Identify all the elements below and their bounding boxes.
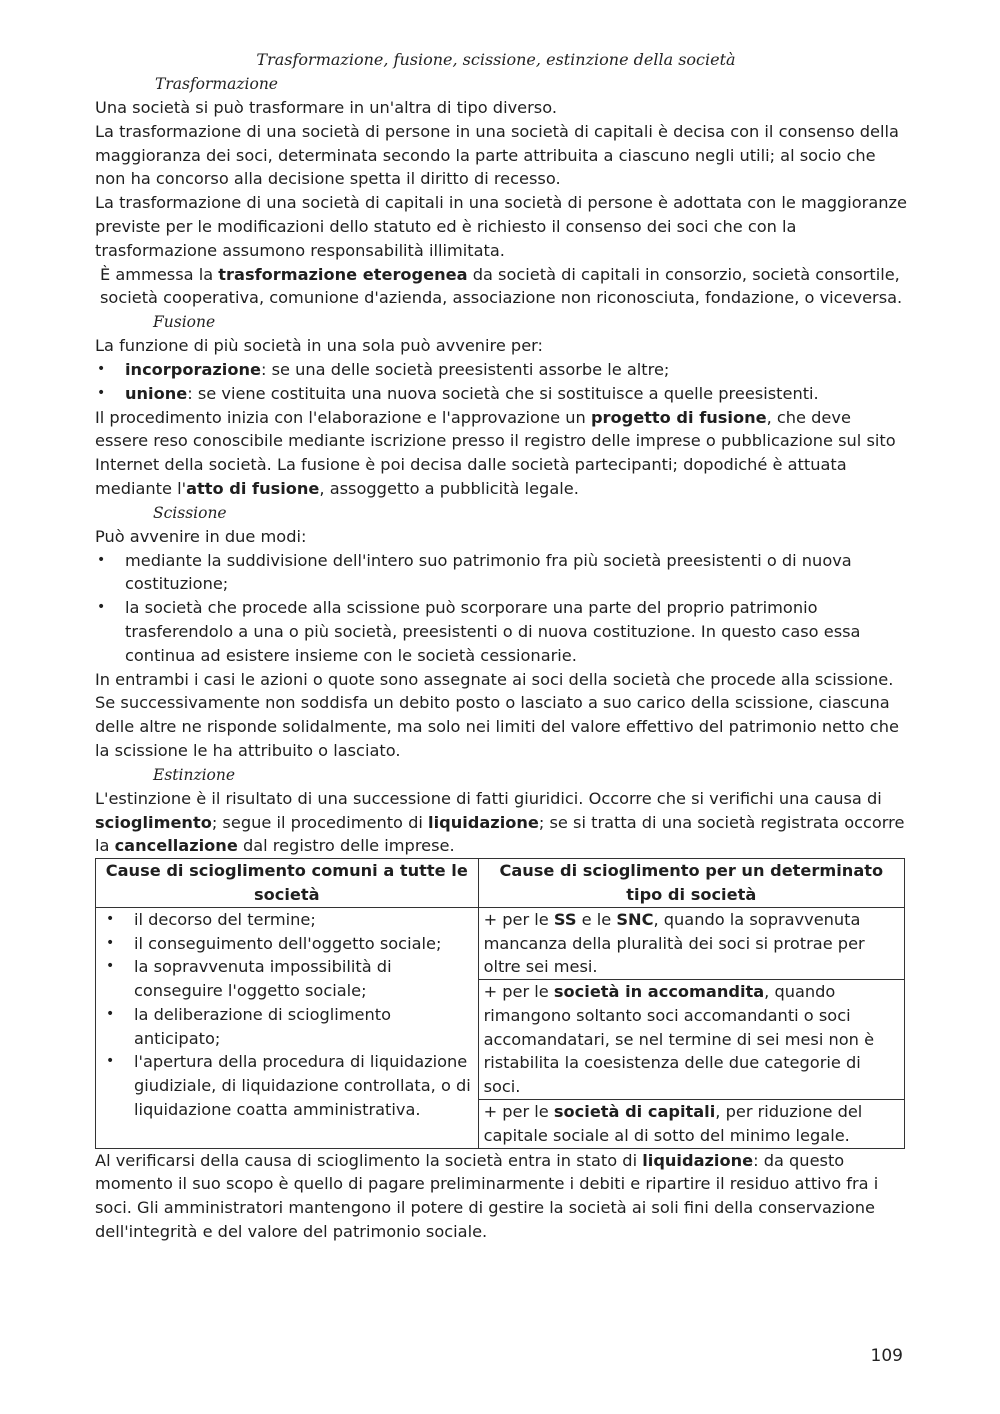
list-item [95,382,907,406]
text-span: da società di capitali in consorzio, società consortile, società cooperativa, comunione d'azienda, associazione non riconosciuta, fondazione, o viceversa. [100,264,903,308]
list-item: • la sopravvenuta impossibilità di conseguire l'oggetto sociale; [101,955,473,1003]
causes-table [95,858,905,1149]
table-header-row [96,859,905,908]
bold-term: scioglimento [95,812,212,832]
bold-term: SS [553,909,577,929]
bold-term: SNC [616,909,654,929]
list-item: • mediante la suddivisione dell'intero suo patrimonio fra più società preesistenti o di nuova costituzione; [95,549,907,597]
text-span: : se viene costituita una nuova società che si sostituisce a quelle preesistenti. [187,383,819,403]
heading-scissione: Scissione [153,503,227,522]
fusione-list [95,358,907,406]
paragraph: La trasformazione di una società di capitali in una società di persone è adottata con le maggioranze previste per le modificazioni dello statuto ed è richiesto il consenso dei soci che con la trasformazione assumono responsabilità illimitata. [95,193,907,260]
table-cell-capitali [478,1100,904,1149]
paragraph: In entrambi i casi le azioni o quote sono assegnate ai soci della società che procede alla scissione. Se successivamente non soddisfa un debito posto o lasciato a suo carico della scissione, ciascuna delle altre ne risponde solidalmente, ma solo nei limiti del valore effettivo del patrimonio netto che la scissione le ha attribuito o lasciato. [95,669,899,760]
section-trasformazione [95,72,907,310]
bold-term: cancellazione [114,836,238,856]
text-span: Al verificarsi della causa di scioglimento la società entra in stato di [95,1150,643,1170]
text-span: ; segue il procedimento di [211,812,429,832]
page-title: Trasformazione, fusione, scissione, estinzione della società [256,50,736,69]
text-span: Il procedimento inizia con l'elaborazione e l'approvazione un [95,407,591,427]
text-span: dal registro delle imprese. [237,836,455,856]
text-span: + per le [483,982,554,1002]
bold-term: trasformazione eterogenea [218,264,468,284]
paragraph [95,263,907,311]
text-span: L'estinzione è il risultato di una successione di fatti giuridici. Occorre che si verifichi una causa di [95,788,882,808]
bold-term: unione [125,383,188,403]
bold-term: progetto di fusione [590,407,767,427]
paragraph: Può avvenire in due modi: [95,526,307,546]
scissione-list [95,549,907,668]
bold-term: incorporazione [125,359,261,379]
section-fusione [95,310,907,501]
text-span: ; se si tratta di una società registrata occorre la [95,812,905,856]
heading-fusione: Fusione [153,313,216,332]
list-item [95,358,907,382]
paragraph: La funzione di più società in una sola può avvenire per: [95,336,543,356]
text-span: , assoggetto a pubblicità legale. [319,478,579,498]
heading-estinzione: Estinzione [153,765,236,784]
table-cell-ss-snc [478,907,904,979]
paragraph [95,1149,907,1244]
text-span: + per le [483,1102,554,1122]
text-span: e le [576,909,617,929]
text-span: , che deve essere reso conoscibile mediante iscrizione presso il registro delle imprese o pubblicazione sul sito Internet della società. La fusione è poi decisa dalle società partecipanti; dopodiché è attuata mediante l' [95,407,896,498]
bold-term: liquidazione [428,812,539,832]
list-item: • l'apertura della procedura di liquidazione giudiziale, di liquidazione controllata, o di liquidazione coatta amministrativa. [101,1050,473,1121]
list-item: • la deliberazione di scioglimento anticipato; [101,1003,473,1051]
text-span: , quando la sopravvenuta mancanza della pluralità dei soci si protrae per oltre sei mesi. [483,909,865,977]
text-span: , quando rimangono soltanto soci accomandanti o soci accomandatari, se nel termine di sei mesi non è ristabilita la coesistenza delle due categorie di soci. [483,982,875,1097]
list-item: • il conseguimento dell'oggetto sociale; [101,932,473,956]
section-scissione [95,501,907,763]
paragraph [95,406,907,501]
text-span: + per le [483,909,554,929]
bold-term: società di capitali [553,1102,716,1122]
paragraph: Una società si può trasformare in un'altra di tipo diverso. [95,98,557,117]
common-causes-list [101,908,473,1122]
paragraph: La trasformazione di una società di persone in una società di capitali è decisa con il consenso della maggioranza dei soci, determinata secondo la parte attribuita a ciascuno negli utili; al socio che non ha concorso alla decisione spetta il diritto di recesso. [95,121,899,189]
paragraph [95,787,907,858]
bold-term: liquidazione [642,1150,754,1170]
heading-trasformazione: Trasformazione [155,75,278,93]
table-cell-common-causes [96,907,479,1148]
section-estinzione [95,763,907,1244]
text-span: È ammessa la [100,264,219,284]
text-span: , per riduzione del capitale sociale al di sotto del minimo legale. [483,1102,863,1145]
table-row [96,907,905,979]
table-header-right: Cause di scioglimento per un determinato tipo di società [478,859,904,908]
page-number: 109 [870,1346,903,1366]
table-header-left: Cause di scioglimento comuni a tutte le società [96,859,479,908]
list-item: • il decorso del termine; [101,908,473,932]
table-cell-accomandita [478,980,904,1100]
text-span: : da questo momento il suo scopo è quello di pagare preliminarmente i debiti e ripartire il residuo attivo fra i soci. Gli amministratori mantengono il potere di gestire la società ai soli fini della conservazione dell'integrità e del valore del patrimonio sociale. [95,1150,879,1242]
bold-term: atto di fusione [186,478,320,498]
text-span: : se una delle società preesistenti assorbe le altre; [260,359,670,379]
bold-term: società in accomandita [553,982,765,1002]
page-content [95,48,907,1244]
list-item: • la società che procede alla scissione può scorporare una parte del proprio patrimonio trasferendolo a una o più società, preesistenti o di nuova costituzione. In questo caso essa continua ad esistere insieme con le società cessionarie. [95,596,907,667]
